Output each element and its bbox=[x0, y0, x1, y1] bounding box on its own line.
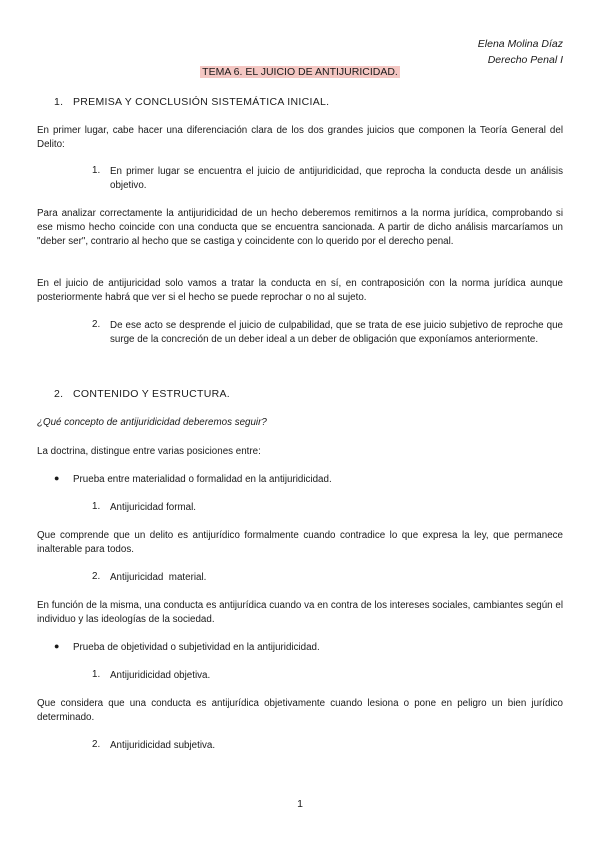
item1-number: 1. bbox=[92, 165, 101, 176]
sub2-text: Antijuricidad material. bbox=[110, 572, 207, 583]
sub2-number: 2. bbox=[92, 571, 101, 582]
item1-text: En primer lugar se encuentra el juicio de antijuridicidad, que reprocha la conducta desde un análisis objetivo. bbox=[110, 166, 563, 191]
sub3-number: 1. bbox=[92, 669, 101, 680]
author-name: Elena Molina Díaz bbox=[477, 38, 563, 50]
section1-para2: Para analizar correctamente la antijuridicidad de un hecho deberemos remitirnos a la norma jurídica, comprobando si ese mismo hecho coincide con una conducta que se encuentra sancionada. A partir de dicho análisis marcaríamos un "deber ser", contrario al hecho que se castiga y coincidente con lo querido por el derecho penal. bbox=[37, 208, 563, 247]
sub3-text: Antijuridicidad objetiva. bbox=[110, 670, 211, 681]
title-text: TEMA 6. EL JUICIO DE ANTIJURICIDAD. bbox=[202, 66, 398, 78]
page-number: 1 bbox=[297, 798, 303, 810]
section1-heading: PREMISA Y CONCLUSIÓN SISTEMÁTICA INICIAL. bbox=[73, 96, 330, 108]
bullet2-text: Prueba de objetividad o subjetividad en la antijuridicidad. bbox=[73, 642, 320, 653]
section2-number: 2. bbox=[54, 388, 64, 400]
section1-number: 1. bbox=[54, 96, 64, 108]
section2-heading: CONTENIDO Y ESTRUCTURA. bbox=[73, 388, 231, 400]
bullet-icon: ● bbox=[54, 641, 60, 651]
sub1-description: Que comprende que un delito es antijurídico formalmente cuando contradice lo que expresa la ley, que permanece inalterable para todos. bbox=[37, 530, 563, 555]
item2-text: De ese acto se desprende el juicio de culpabilidad, que se trata de ese juicio subjetivo de reproche que surge de la concreción de un deber ideal a un deber de obligación que exponíamos anteriormente. bbox=[110, 320, 563, 345]
subject-name: Derecho Penal I bbox=[487, 54, 563, 66]
section1-para3: En el juicio de antijuricidad solo vamos a tratar la conducta en sí, en contraposición con la norma jurídica aunque posteriormente habrá que ver si el hecho se puede reprochar o no al sujeto. bbox=[37, 278, 563, 303]
page-title bbox=[0, 66, 600, 78]
section2-intro: La doctrina, distingue entre varias posiciones entre: bbox=[37, 446, 261, 457]
section2-question: ¿Qué concepto de antijuridicidad deberemos seguir? bbox=[37, 417, 267, 428]
bullet-icon: ● bbox=[54, 473, 60, 483]
sub4-number: 2. bbox=[92, 739, 101, 750]
bullet1-text: Prueba entre materialidad o formalidad en la antijuridicidad. bbox=[73, 474, 332, 485]
author-header bbox=[478, 36, 563, 68]
item2-number: 2. bbox=[92, 319, 101, 330]
sub4-text: Antijuridicidad subjetiva. bbox=[110, 740, 216, 751]
sub1-text: Antijuricidad formal. bbox=[110, 502, 197, 513]
sub3-description: Que considera que una conducta es antijurídica objetivamente cuando lesiona o pone en peligro un bien jurídico determinado. bbox=[37, 698, 563, 723]
section1-intro: En primer lugar, cabe hacer una diferenciación clara de los dos grandes juicios que componen la Teoría General del Delito: bbox=[37, 125, 563, 150]
sub2-description: En función de la misma, una conducta es antijurídica cuando va en contra de los intereses sociales, cambiantes según el individuo y las ideologías de la sociedad. bbox=[37, 600, 563, 625]
sub1-number: 1. bbox=[92, 501, 101, 512]
